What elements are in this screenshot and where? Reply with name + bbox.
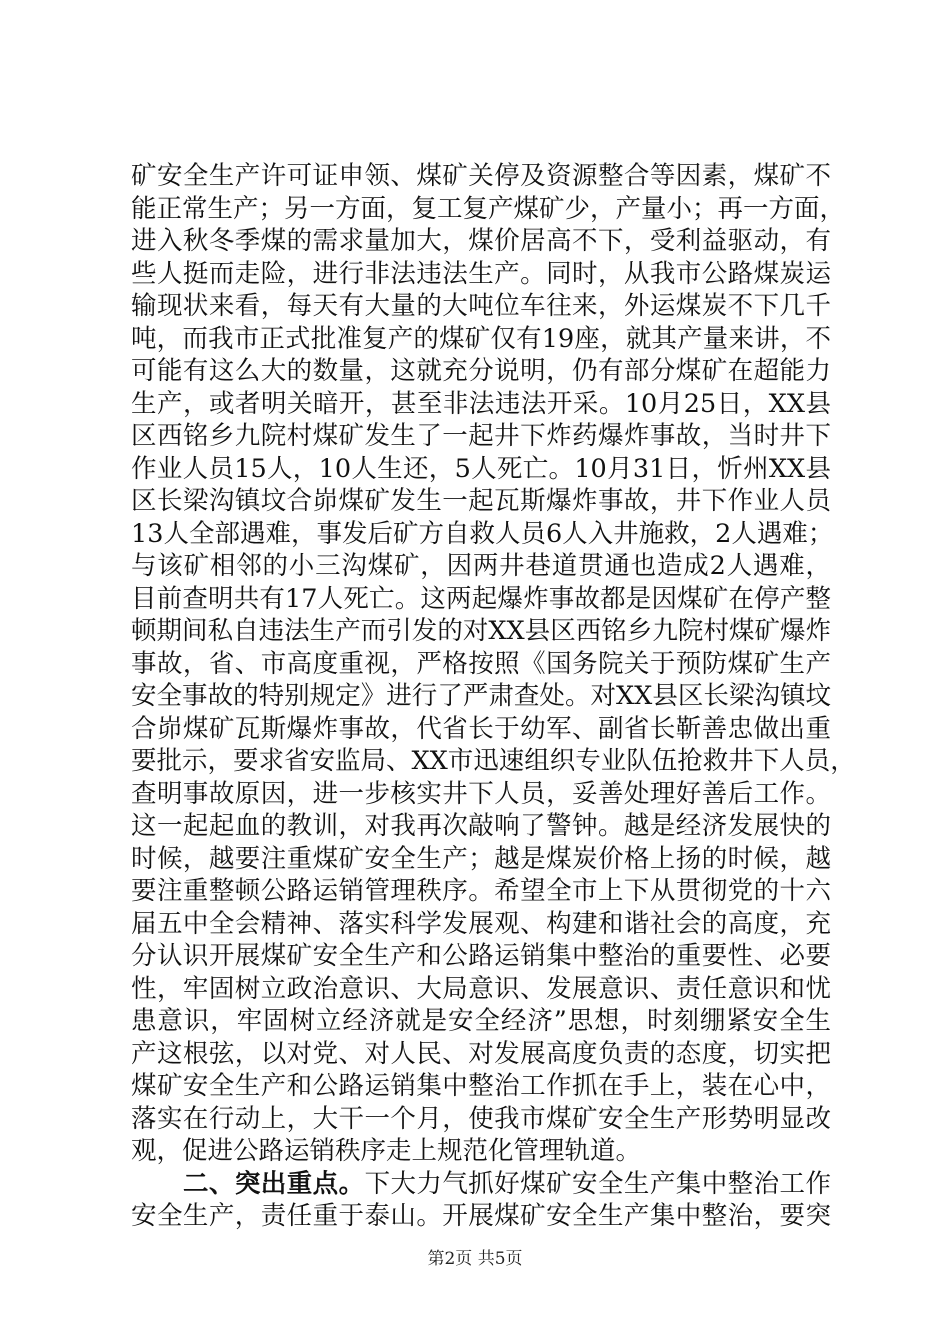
- text-line: 可能有这么大的数量，这就充分说明，仍有部分煤矿在超能力: [131, 356, 831, 386]
- section-heading: 二、突出重点。: [183, 1168, 365, 1199]
- text-line: 作业人员15人，10人生还，5人死亡。10月31日，忻州XX县: [131, 453, 831, 484]
- text-line: 与该矿相邻的小三沟煤矿，因两井巷道贯通也造成2人遇难，: [131, 551, 831, 581]
- text-line: 性，牢固树立政治意识、大局意识、发展意识、责任意识和忧: [131, 973, 831, 1004]
- page-number: 第2页 共5页: [427, 1249, 523, 1269]
- text-line: 安全生产，责任重于泰山。开展煤矿安全生产集中整治，要突: [131, 1201, 831, 1231]
- text-line: 进入秋冬季煤的需求量加大，煤价居高不下，受利益驱动，有: [131, 226, 831, 256]
- text-line: 输现状来看，每天有大量的大吨位车往来，外运煤炭不下几千: [131, 291, 831, 321]
- text-line: 吨，而我市正式批准复产的煤矿仅有19座，就其产量来讲，不: [131, 323, 831, 354]
- text-line: 要批示，要求省安监局、XX市迅速组织专业队伍抢救井下人员，: [131, 746, 856, 776]
- text-line: 观，促进公路运销秩序走上规范化管理轨道。: [131, 1136, 642, 1166]
- section-heading-line: [131, 1168, 831, 1201]
- text-line: 煤矿安全生产和公路运销集中整治工作抓在手上，装在心中，: [131, 1071, 831, 1101]
- text-line: 事故，省、市高度重视，严格按照《国务院关于预防煤矿生产: [131, 648, 831, 679]
- text-line: 些人挺而走险，进行非法违法生产。同时，从我市公路煤炭运: [131, 258, 831, 289]
- text-line: 区长梁沟镇坟合峁煤矿发生一起瓦斯爆炸事故，井下作业人员: [131, 486, 831, 516]
- text-line: 区西铭乡九院村煤矿发生了一起井下炸药爆炸事故，当时井下: [131, 421, 831, 451]
- text-line: 时候，越要注重煤矿安全生产；越是煤炭价格上扬的时候，越: [131, 843, 831, 874]
- text-line: 分认识开展煤矿安全生产和公路运销集中整治的重要性、必要: [131, 941, 831, 971]
- text-line: 患意识，牢固树立经济就是安全经济”思想，时刻绷紧安全生: [131, 1006, 831, 1036]
- text-line: 落实在行动上，大干一个月，使我市煤矿安全生产形势明显改: [131, 1103, 831, 1134]
- text-line: 矿安全生产许可证申领、煤矿关停及资源整合等因素，煤矿不: [131, 161, 831, 191]
- text-line: 这一起起血的教训，对我再次敲响了警钟。越是经济发展快的: [131, 811, 831, 841]
- text-line: 安全事故的特别规定》进行了严肃查处。对XX县区长梁沟镇坟: [131, 681, 831, 711]
- text-line: 要注重整顿公路运销管理秩序。希望全市上下从贯彻党的十六: [131, 876, 831, 906]
- text-line: 能正常生产；另一方面，复工复产煤矿少，产量小；再一方面，: [131, 193, 846, 224]
- text-line: 目前查明共有17人死亡。这两起爆炸事故都是因煤矿在停产整: [131, 583, 831, 614]
- text-line: 合峁煤矿瓦斯爆炸事故，代省长于幼军、副省长靳善忠做出重: [131, 713, 831, 744]
- text-line: 生产，或者明关暗开，甚至非法违法开采。10月25日，XX县: [131, 388, 831, 419]
- text-line: 届五中全会精神、落实科学发展观、构建和谐社会的高度，充: [131, 908, 831, 939]
- text-line: 产这根弦，以对党、对人民、对发展高度负责的态度，切实把: [131, 1038, 831, 1069]
- document-body: [131, 160, 856, 1233]
- text-line: 13人全部遇难，事发后矿方自救人员6人入井施救，2人遇难；: [131, 518, 834, 549]
- text-line: 查明事故原因，进一步核实井下人员，妥善处理好善后工作。: [131, 778, 831, 809]
- section-heading-text: 下大力气抓好煤矿安全生产集中整治工作: [364, 1168, 831, 1199]
- text-line: 顿期间私自违法生产而引发的对XX县区西铭乡九院村煤矿爆炸: [131, 616, 831, 646]
